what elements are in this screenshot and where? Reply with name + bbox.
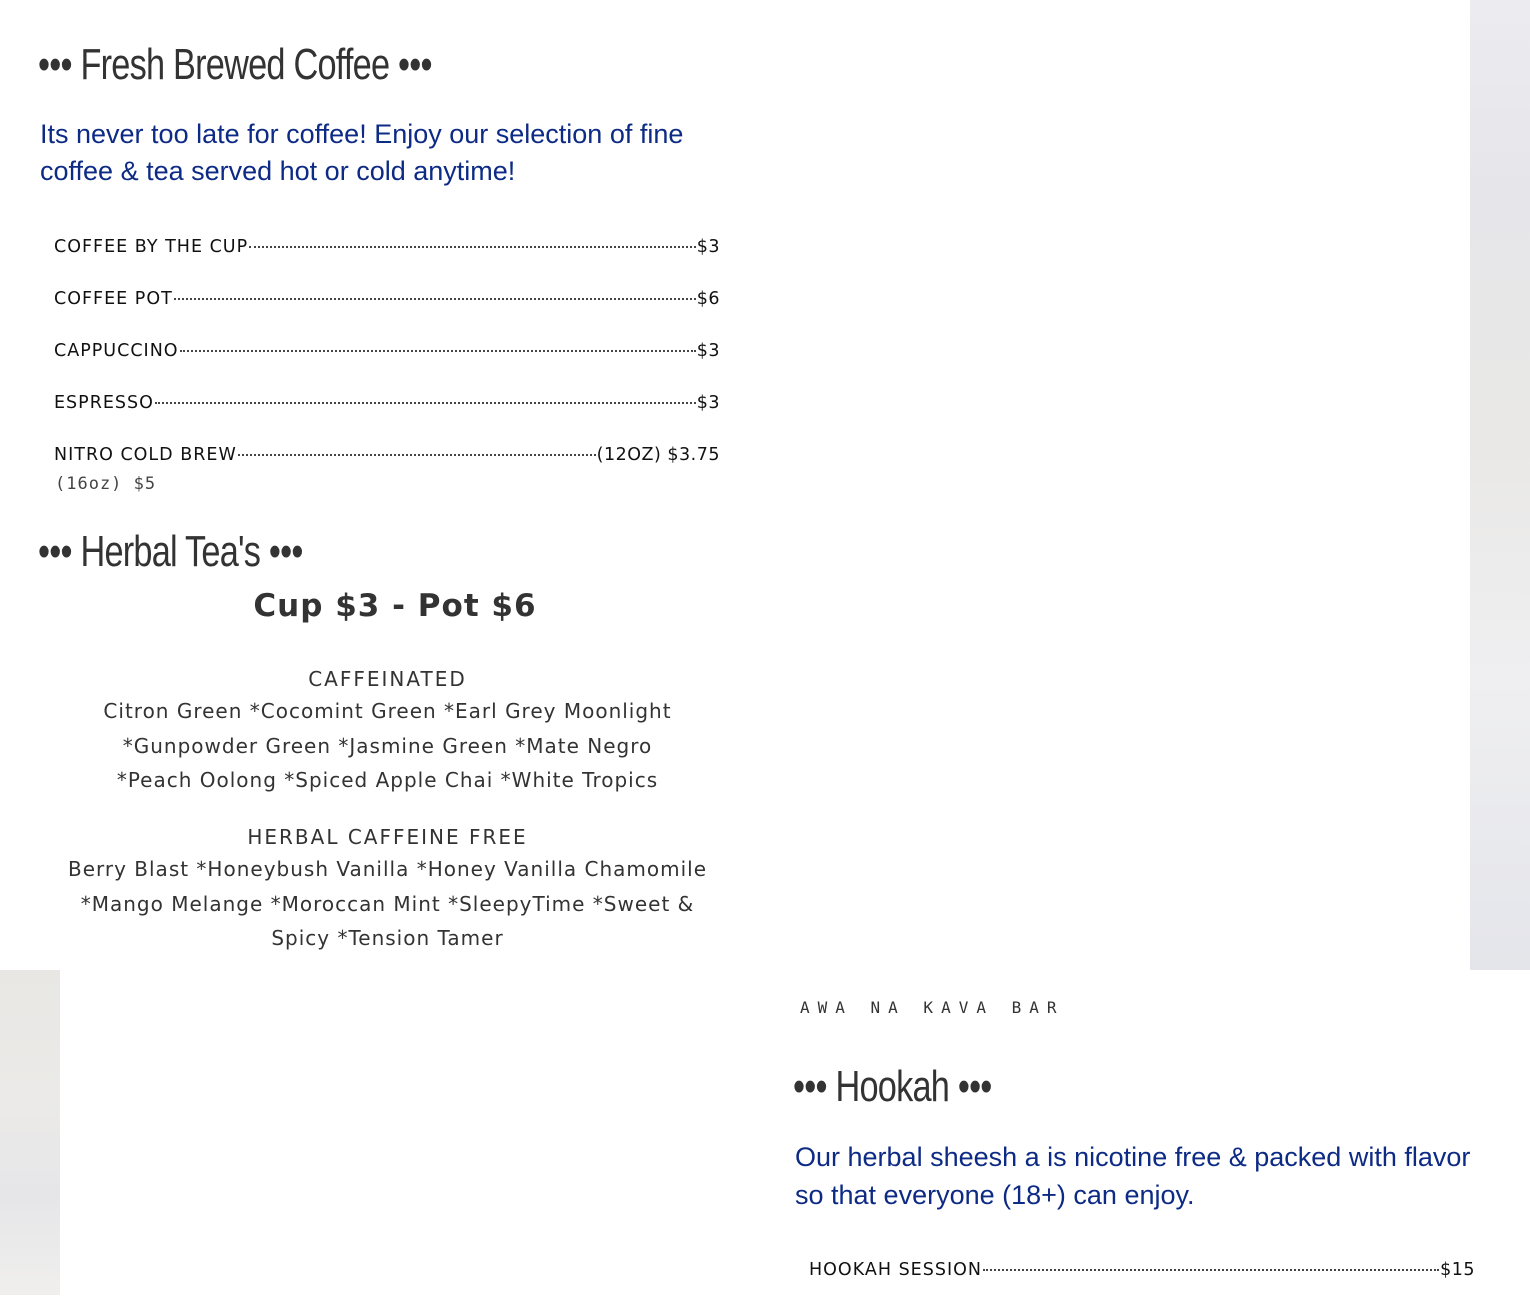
menu-item-name: CAPPUCCINO <box>54 341 179 361</box>
dot-leader <box>174 298 696 300</box>
herbal-heading: HERBAL CAFFEINE FREE <box>247 825 528 849</box>
brand-name: AWA NA KAVA BAR <box>800 998 1065 1017</box>
dot-leader <box>180 350 696 352</box>
hookah-section-title: ••• Hookah ••• <box>793 1062 992 1111</box>
hookah-panel <box>60 970 1530 1295</box>
menu-item-name: COFFEE BY THE CUP <box>54 237 249 257</box>
dot-leader <box>238 454 596 456</box>
menu-item-coffee-pot <box>54 289 720 341</box>
coffee-menu-list <box>54 237 720 497</box>
menu-item-price: $15 <box>1440 1260 1475 1280</box>
caffeinated-list: Citron Green *Cocomint Green *Earl Grey Moonlight *Gunpowder Green *Jasmine Green *Mate Negro *Peach Oolong *Spiced Apple Chai *White Tropics <box>103 699 672 792</box>
background-photo-right <box>1470 0 1530 970</box>
menu-item-cappuccino <box>54 341 720 393</box>
menu-item-price: (12OZ) $3.75 <box>596 445 720 465</box>
hookah-menu-list <box>809 1260 1475 1312</box>
background-photo-left <box>0 970 60 1295</box>
menu-item-name: ESPRESSO <box>54 393 154 413</box>
hookah-intro: Our herbal sheesh a is nicotine free & packed with flavor so that everyone (18+) can enjoy. <box>795 1142 1471 1210</box>
tea-section-title: ••• Herbal Tea's ••• <box>38 527 303 576</box>
menu-item-price: $3 <box>696 237 720 257</box>
herbal-tea-block <box>40 822 735 956</box>
menu-item-coffee-by-the-cup <box>54 237 720 289</box>
menu-item-name: HOOKAH SESSION <box>809 1260 982 1280</box>
menu-item-price: $3 <box>696 393 720 413</box>
menu-item-price: $3 <box>696 341 720 361</box>
menu-item-hookah-session <box>809 1260 1475 1312</box>
dot-leader <box>249 246 696 248</box>
coffee-intro: Its never too late for coffee! Enjoy our selection of fine coffee & tea served hot or cold anytime! <box>40 119 684 186</box>
dot-leader <box>983 1269 1439 1271</box>
herbal-list: Berry Blast *Honeybush Vanilla *Honey Vanilla Chamomile *Mango Melange *Moroccan Mint *SleepyTime *Sweet & Spicy *Tension Tamer <box>67 857 708 950</box>
tea-price: Cup $3 - Pot $6 <box>253 588 537 624</box>
dot-leader <box>155 402 696 404</box>
caffeinated-tea-block <box>40 664 735 798</box>
menu-item-price: $6 <box>696 289 720 309</box>
menu-item-name: COFFEE POT <box>54 289 173 309</box>
coffee-section-title: ••• Fresh Brewed Coffee ••• <box>38 40 432 89</box>
caffeinated-heading: CAFFEINATED <box>308 667 467 691</box>
nitro-16oz-note: (16oz) $5 <box>55 474 157 494</box>
menu-item-espresso <box>54 393 720 445</box>
menu-item-name: NITRO COLD BREW <box>54 445 237 465</box>
